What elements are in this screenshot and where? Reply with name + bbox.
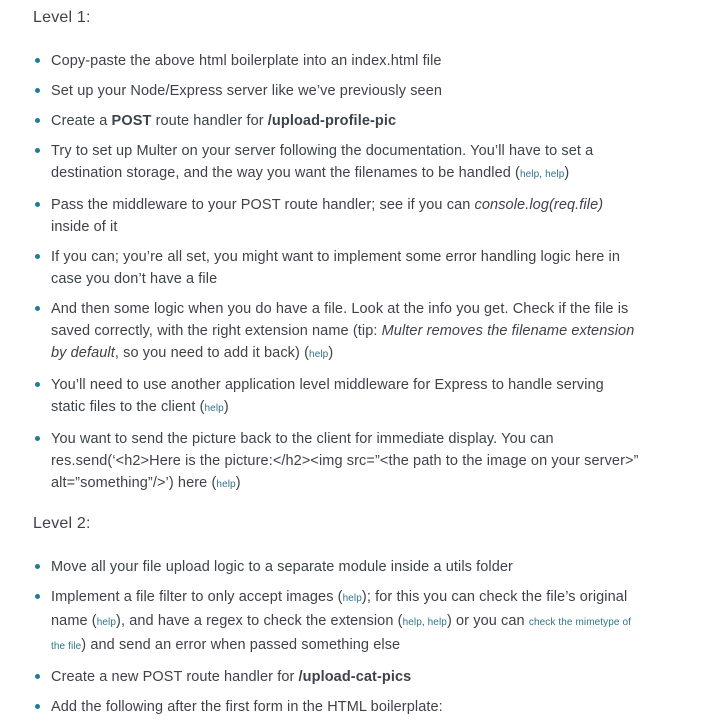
help-link[interactable]: help <box>342 593 362 604</box>
bullet-icon <box>35 148 40 153</box>
text-run: And then some logic when you do have a file. Look at the info you get. Check if the file is saved correctly, with the right extension name (tip: <box>51 301 629 339</box>
text-run: ); for this you can check the file’s original name ( <box>51 589 628 629</box>
list-item <box>33 80 639 102</box>
text-run: Try to set up Multer on your server following the documentation. You’ll have to set a destination storage, and the way you want the filenames to be handled ( <box>51 143 594 181</box>
help-link[interactable]: help <box>216 479 236 490</box>
bullet-icon <box>35 306 40 311</box>
list-item <box>33 374 639 420</box>
text-run: You want to send the picture back to the client for immediate display. You can res.send(‘<h2>Here is the picture:</h2><img src=”<the path to the image on your server>” alt=”something”/>’) here ( <box>51 431 639 491</box>
text-run: Set up your Node/Express server like we’ve previously seen <box>51 83 443 99</box>
text-run: Copy-paste the above html boilerplate into an index.html file <box>51 53 442 69</box>
bullet-icon <box>35 704 40 709</box>
text-run: ) and send an error when passed something else <box>81 637 401 653</box>
bullet-icon <box>35 254 40 259</box>
bullet-icon <box>35 594 40 599</box>
help-link[interactable]: help <box>204 403 224 414</box>
text-run: route handler for <box>151 113 268 129</box>
bullet-icon <box>35 382 40 387</box>
help-link[interactable]: check the mimetype of the file <box>51 617 632 652</box>
text-run: You’ll need to use another application level middleware for Express to handle serving static files to the client ( <box>51 377 604 415</box>
bullet-icon <box>35 202 40 207</box>
bullet-icon <box>35 674 40 679</box>
text-run: /upload-profile-pic <box>267 113 397 129</box>
text-run: /upload-cat-pics <box>298 669 412 685</box>
help-link[interactable]: help <box>96 617 117 628</box>
list-item <box>33 194 639 238</box>
section-level-1 <box>33 8 678 496</box>
help-link[interactable]: help <box>545 169 565 180</box>
help-link[interactable]: help <box>402 617 422 628</box>
section-title: Level 1: <box>33 9 91 26</box>
text-run: Multer removes the filename extension by default <box>51 323 635 361</box>
list-item <box>33 298 639 366</box>
text-run: If you can; you’re all set, you might want to implement some error handling logic here in case you don’t have a file <box>51 249 621 287</box>
text-run: ) <box>564 165 570 181</box>
text-run: console.log(req.file) <box>474 197 604 213</box>
help-link[interactable]: help <box>519 169 540 180</box>
text-run: , <box>421 617 428 628</box>
text-run: Implement a file filter to only accept images ( <box>51 589 343 605</box>
text-run: ), and have a regex to check the extension ( <box>116 613 403 629</box>
bullet-icon <box>35 58 40 63</box>
bullet-icon <box>35 564 40 569</box>
list-item <box>33 556 639 578</box>
list-item <box>33 140 639 186</box>
list-item <box>33 666 639 688</box>
text-run: ) or you can <box>446 613 529 629</box>
list-item <box>33 696 639 718</box>
text-run: POST <box>111 113 152 129</box>
list-item <box>33 586 639 658</box>
text-run: ) <box>235 475 241 491</box>
text-run: , so you need to add it back) ( <box>114 345 310 361</box>
text-run: Pass the middleware to your POST route handler; see if you can <box>51 197 475 213</box>
list-item <box>33 246 639 290</box>
list-item <box>33 428 639 496</box>
bullet-list <box>33 556 678 718</box>
help-link[interactable]: help <box>309 349 329 360</box>
text-run: Move all your file upload logic to a separate module inside a utils folder <box>51 559 513 575</box>
help-link[interactable]: help <box>427 617 447 628</box>
bullet-list <box>33 50 678 496</box>
section-title: Level 2: <box>33 515 91 532</box>
section-level-2 <box>33 514 678 718</box>
list-item <box>33 110 639 132</box>
text-run: ) <box>328 345 334 361</box>
bullet-icon <box>35 118 40 123</box>
list-item <box>33 50 639 72</box>
text-run: ) <box>223 399 229 415</box>
text-run: Add the following after the first form in the HTML boilerplate: <box>51 699 443 715</box>
bullet-icon <box>35 436 40 441</box>
bullet-icon <box>35 88 40 93</box>
text-run: Create a <box>51 113 112 129</box>
text-run: , <box>539 169 546 180</box>
text-run: inside of it <box>51 219 118 235</box>
text-run: Create a new POST route handler for <box>51 669 299 685</box>
